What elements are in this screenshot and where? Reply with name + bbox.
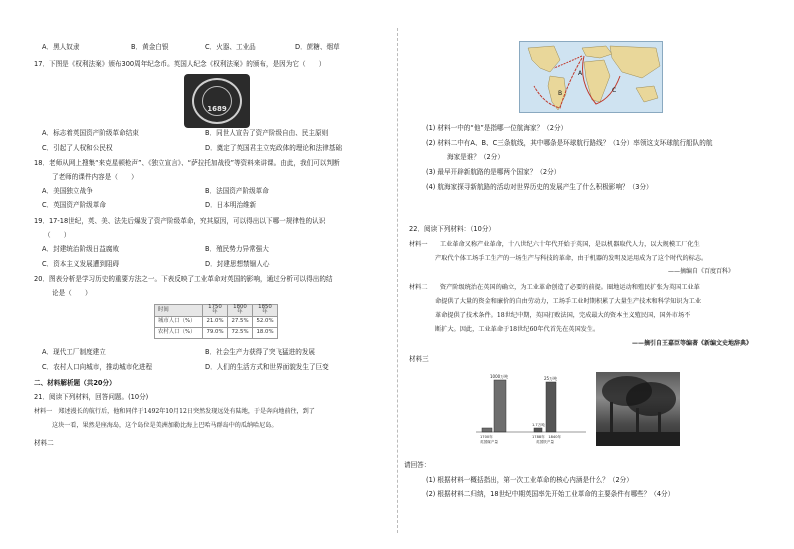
q20-option-a: A．现代工厂制度建立 [42,348,106,356]
q18-option-a: A．美国独立战争 [42,187,93,195]
iron-year-label: 1788年 1840年 [532,435,562,439]
q20-stem-line2: 论是（ ） [52,289,92,297]
q18-option-d: D．日本明治维新 [205,201,257,209]
table-cell: 21.0% [203,316,228,327]
q22-stem: 22．阅读下列材料：（10分） [409,225,496,233]
table-header-cell: 时间 [155,305,203,317]
q22-material1-source: ——摘编自《百度百科》 [668,268,735,275]
q22-material2-line1: 材料二 资产阶级统治在英国的确立，为工业革命创造了必要的前提。圈地运动和殖民扩张为英国工业革 [409,284,700,291]
q17-option-c: C．引起了人权和公民权 [42,144,113,152]
q22-material2-line4: 断扩大。因此，工业革命于18世纪60年代首先在英国发生。 [435,326,600,333]
table-header-cell: 1850年 [253,305,278,317]
q18-option-b: B．法国资产阶级革命 [205,187,269,195]
q20-option-d: D．人们的生活方式和世界面貌发生了巨变 [205,363,329,371]
q19-stem-line1: 19．17-18世纪，英、美、法先后爆发了资产阶级革命，究其原因，可以得出以下哪一规律性的认识 [34,217,326,225]
coal-year-label: 1700年 [480,435,493,439]
smoke-cloud-shape [626,382,676,416]
north-america-shape [528,46,560,72]
table-cell: 72.5% [228,327,253,338]
table-row [155,327,278,338]
q21-material2-label: 材料二 [34,439,54,447]
map-letter-a: A [578,70,583,77]
iron-bar-1840 [546,382,556,432]
q17-stem: 17．下图是《权利法案》颁布300周年纪念币。英国人纪念《权利法案》的颁布，是因为它（ ） [34,60,326,68]
iron-top-label: 25万吨 [544,376,558,381]
coin-year: 1689 [207,105,227,113]
coal-bar-1700 [482,428,492,432]
new-routes-map [519,41,663,113]
q21-sub3: (3) 最早开辟新航路的是哪两个国家？（2分） [426,168,561,176]
q16-option-d: D．蔗糖、烟草 [295,43,340,51]
world-map-svg [520,42,663,113]
table-cell: 27.5% [228,316,253,327]
q18-stem-line2: 了老师的课件内容是（ ） [52,173,138,181]
q19-option-a: A．封建统治阶级日益腐败 [42,245,120,253]
q22-material2-line3: 革命提供了技术条件。18世纪中期，英国打败法国，完成最大的资本主义殖民国，国外市场不 [435,312,691,319]
q18-option-c: C．英国资产阶级革命 [42,201,106,209]
table-cell: 52.0% [253,316,278,327]
q22-material1-line2: 产取代个体工场手工生产的一场生产与科技的革命，由于机器的发明及运用成为了这个时代的标志。 [435,255,708,262]
australia-shape [636,86,658,102]
iron-caption: 英国铁产量 [536,440,554,444]
section2-title: 二、材料解析题（共20分） [34,379,116,387]
q16-option-b: B．黄金白银 [131,43,169,51]
q22-material3-label: 材料三 [409,355,429,363]
q22-sub2: (2) 根据材料二归纳，18世纪中期英国率先开始工业革命的主要条件有哪些？（4分） [426,490,675,498]
iron-bar-1788 [534,428,542,432]
q20-stem-line1: 20．图表分析是学习历史的重要方法之一。下表反映了工业革命对英国的影响，通过分析可以得出的结 [34,275,333,283]
q16-option-a: A．黑人奴隶 [42,43,80,51]
table-row [155,316,278,327]
q22-sub1: (1) 根据材料一概括指出，第一次工业革命的核心内涵是什么？（2分） [426,476,633,484]
iron-small-label: 1.7万吨 [532,423,545,427]
q16-option-c: C．火器、工业品 [205,43,256,51]
q21-material1-line2: 这块一看，果然是座海岛，这个岛位是美洲加勒比海上巴哈马群岛中的瓜纳哈尼岛。 [52,422,278,429]
q17-option-b: B．同世人宣告了资产阶级自由、民主原则 [205,129,329,137]
table-header-cell: 1800年 [228,305,253,317]
coal-bar-1840 [494,380,506,432]
table-cell: 79.0% [203,327,228,338]
asia-shape [610,46,660,78]
map-letter-b: B [558,90,563,97]
q17-option-a: A．标志着英国资产阶级革命结束 [42,129,139,137]
urbanization-table [154,304,278,339]
q17-option-d: D．奠定了英国君主立宪政体的理论和法律基础 [205,144,342,152]
table-header-row [155,305,278,317]
table-cell: 城市人口（%） [155,316,203,327]
bill-of-rights-coin-image [184,74,250,128]
south-america-shape [548,76,566,110]
q18-stem-line1: 18．老师从网上搜集“来克星顿枪声”、《独立宣言》、“萨拉托加战役”等资料来讲课。由此，我们可以判断 [34,159,340,167]
q19-stem-line2: （ ） [44,231,71,239]
q22-material1-line1: 材料一 工业革命又称产业革命，十八世纪六十年代开始于英国，是以机器取代人力，以大规模工厂化生 [409,241,700,248]
answer-label: 请回答： [404,461,431,469]
table-header-cell: 1750年 [203,305,228,317]
q21-sub1: (1) 材料一中的“他”是指哪一位航海家？（2分） [426,124,568,132]
q21-sub2: (2) 材料二中有A、B、C三条航线，其中哪条是环球航行路线？（1分）率领这支环球航行船队的航 [426,139,713,147]
q22-material2-line2: 命提供了大量的资金和廉价的自由劳动力，工场手工业时期积累了大量生产技术和科学知识为工业 [435,298,702,305]
q19-option-d: D．封建思想禁锢人心 [205,260,270,268]
q21-sub4: (4) 航海家探寻新航路的活动对世界历史的发展产生了什么积极影响？（3分） [426,183,653,191]
industrial-smoke-photo [596,372,680,446]
q22-material2-source: ——摘引自王嘉臣等编著《新编文史地辞典》 [632,340,753,347]
coal-caption: 英国煤产量 [480,440,498,444]
coal-iron-production-chart [476,372,588,446]
coal-top-label: 1000万吨 [490,374,509,379]
europe-shape [582,46,612,58]
factory-shape [596,432,680,446]
table-cell: 18.0% [253,327,278,338]
q21-stem: 21．阅读下列材料，回答问题。(10分) [34,393,149,401]
q19-option-b: B．殖民势力异常强大 [205,245,269,253]
q21-material1-line1: 材料一 郑述漫长的航行后，他和同伴于1492年10月12日突然发现远处有陆地，于是奔向地前往，到了 [34,408,315,415]
production-chart-svg [476,372,588,446]
q21-sub2-cont: 海家是谁？（2分） [447,153,504,161]
q20-option-c: C．农村人口向城市，推动城市化进程 [42,363,153,371]
q19-option-c: C．资本主义发展遭到阻碍 [42,260,120,268]
map-letter-c: C [612,87,617,94]
column-divider [397,28,398,533]
africa-shape [584,60,610,102]
table-cell: 农村人口（%） [155,327,203,338]
q20-option-b: B．社会生产力获得了突飞猛进的发展 [205,348,316,356]
